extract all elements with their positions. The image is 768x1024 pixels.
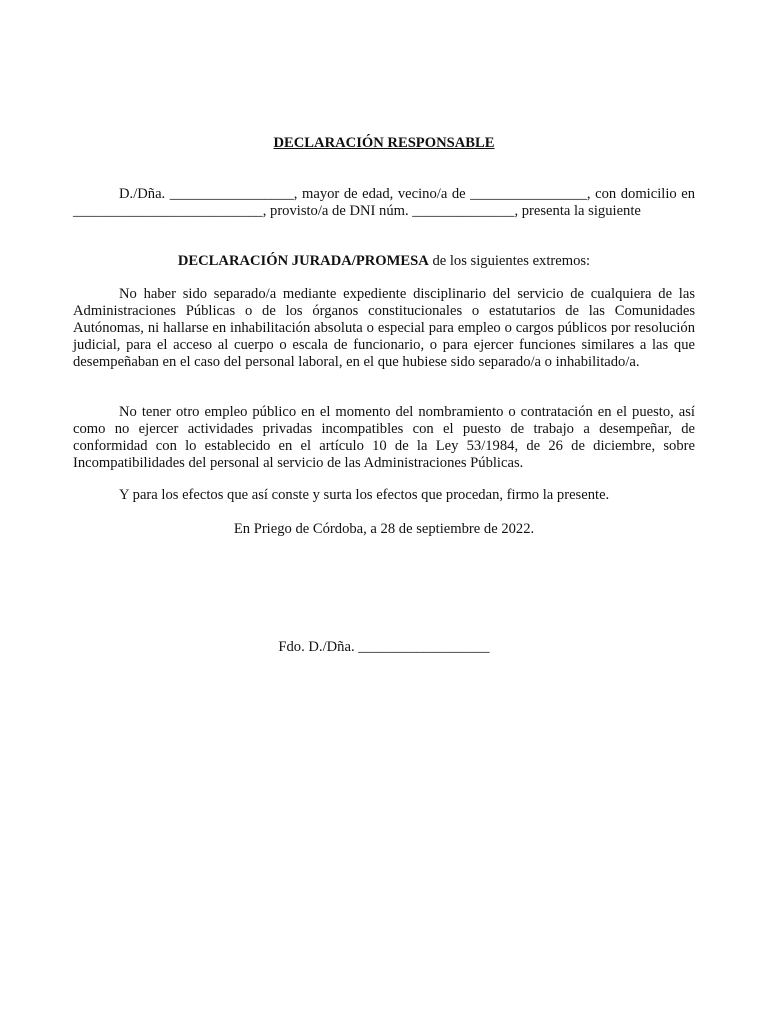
intro-paragraph: D./Dña. _________________, mayor de edad, vecino/a de ________________, con domicilio en __________________________, provisto/a de DNI núm. ______________, presenta la siguiente <box>73 186 695 220</box>
closing-statement: Y para los efectos que así conste y surta los efectos que procedan, firmo la presente. <box>119 487 610 503</box>
declaration-heading-bold: DECLARACIÓN JURADA/PROMESA <box>177 253 429 269</box>
first-declaration-paragraph: No haber sido separado/a mediante expediente disciplinario del servicio de cualquiera de las Administraciones Públicas o de los órganos constitucionales o estatutarios de las Comunidades Autónomas, ni hallarse en inhabilitación absoluta o especial para empleo o cargos públicos por resolución judicial, para el acceso al cuerpo o escala de funcionario, o para ejercer funciones similares a las que desempeñaban en el caso del personal laboral, en el que hubiese sido separado/a o inhabilitado/a. <box>73 286 695 371</box>
declaration-heading <box>73 253 695 270</box>
place-date: En Priego de Córdoba, a 28 de septiembre de 2022. <box>233 521 535 537</box>
document-page <box>73 0 695 1024</box>
document-title: DECLARACIÓN RESPONSABLE <box>273 135 495 151</box>
declaration-heading-rest: de los siguientes extremos: <box>428 253 591 269</box>
second-declaration-paragraph: No tener otro empleo público en el momento del nombramiento o contratación en el puesto, así como no ejercer actividades privadas incompatibles con el puesto de trabajo a desempeñar, de conformidad con lo establecido en el artículo 10 de la Ley 53/1984, de 26 de diciembre, sobre Incompatibilidades del personal al servicio de las Administraciones Públicas. <box>73 404 695 472</box>
signature-line: Fdo. D./Dña. __________________ <box>278 639 490 655</box>
